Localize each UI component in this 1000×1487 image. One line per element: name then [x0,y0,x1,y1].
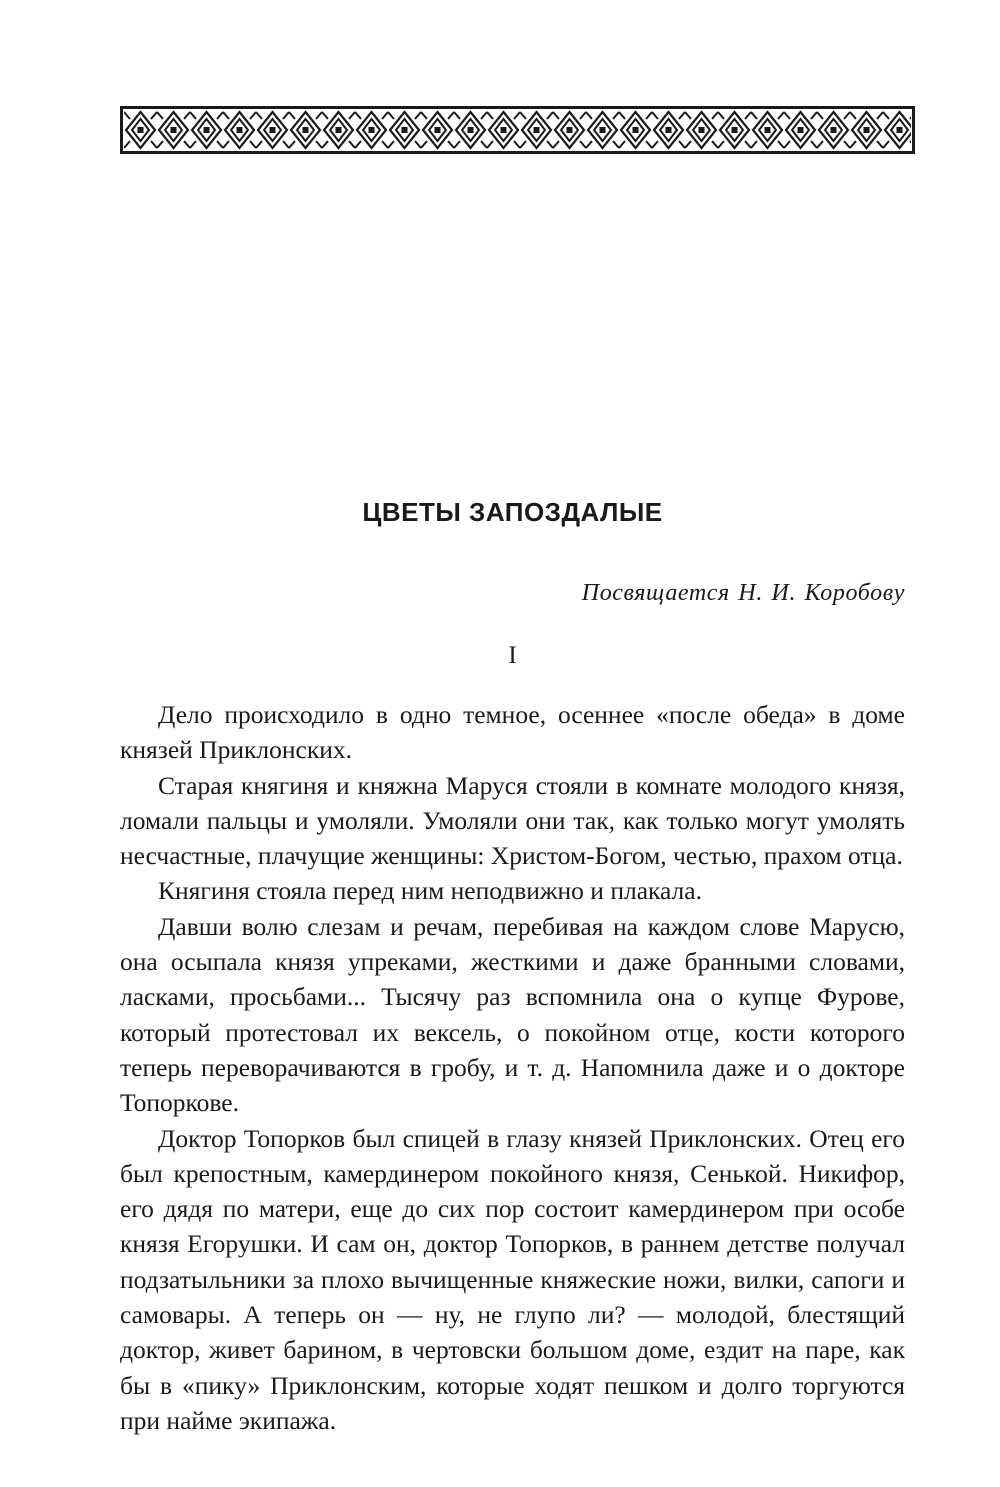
paragraph: Дело происходило в одно темное, осеннее «после обеда» в доме князей Приклонских. [120,700,905,765]
story-body [120,697,905,1438]
paragraph: Доктор Топорков был спицей в глазу князей Приклонских. Отец его был крепостным, камердинером покойного князя, Сенькой. Никифор, его дядя по матери, еще до сих пор состоит камердинером при особе князя Егорушки. И сам он, доктор Топорков, в раннем детстве получал подзатыльники за плохо вычищенные княжеские ножи, вилки, сапоги и самовары. А теперь он — ну, не глупо ли? — молодой, блестящий доктор, живет барином, в чертовски большом доме, ездит на паре, как бы в «пику» Приклонским, которые ходят пешком и долго торгуются при найме экипажа. [120,1123,905,1435]
chapter-number: I [508,642,517,669]
story-title: ЦВЕТЫ ЗАПОЗДАЛЫЕ [362,497,663,527]
paragraph: Княгиня стояла перед ним неподвижно и плакала. [158,876,702,906]
decorative-ornament-border [120,106,915,154]
dedication: Посвящается Н. И. Коробову [581,580,905,606]
paragraph: Старая княгиня и княжна Маруся стояли в комнате молодого князя, ломали пальцы и умоляли. Умоляли они так, как только могут умолять несчастные, плачущие женщины: Христом-Богом, честью, прахом отца. [120,770,905,871]
paragraph: Давши волю слезам и речам, перебивая на каждом слове Марусю, она осыпала князя упреками, жесткими и даже бранными словами, ласками, просьбами... Тысячу раз вспомнила она о купце Фурове, который протестовал их вексель, о покойном отце, кости которого теперь переворачиваются в гробу, и т. д. Напомнила даже и о докторе Топоркове. [120,911,905,1118]
